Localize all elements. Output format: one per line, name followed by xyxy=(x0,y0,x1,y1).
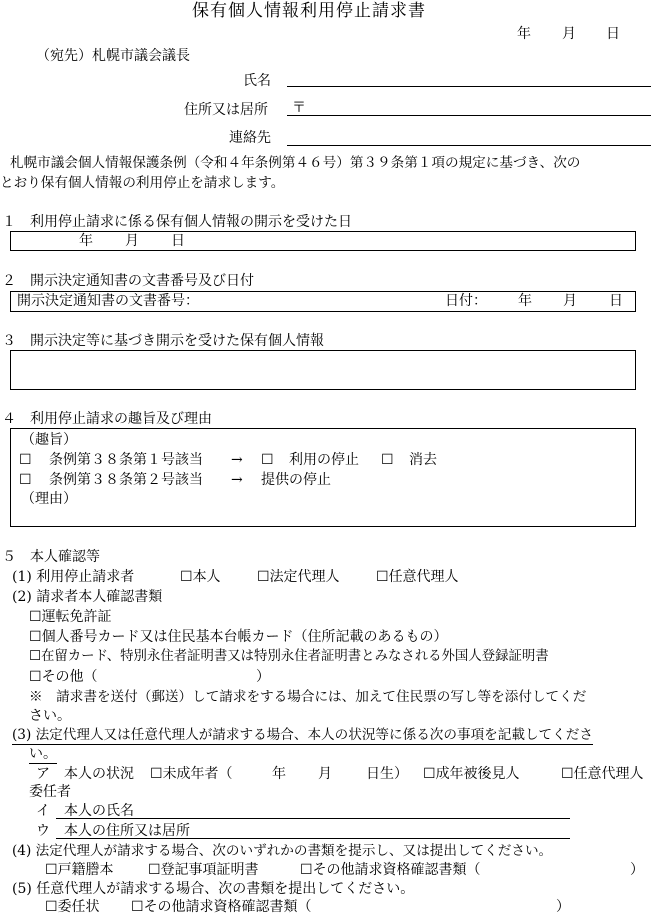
principal-name-label: イ 本人の氏名 xyxy=(36,803,134,819)
legal-agent-docs-label: (4) 法定代理人が請求する場合、次のいずれかの書類を提示し、又は提出してください。 xyxy=(12,843,553,859)
checkbox-icon: ☐ xyxy=(376,569,389,585)
checkbox-icon: ☐ xyxy=(150,766,163,782)
id-docs-label: (2) 請求者本人確認書類 xyxy=(12,589,163,605)
checkbox-icon: ☐ xyxy=(29,649,42,664)
contact-field[interactable] xyxy=(287,145,651,146)
doc-family-register[interactable]: ☐戸籍謄本 xyxy=(45,862,114,878)
section3-heading: ３ 開示決定等に基づき開示を受けた保有個人情報 xyxy=(2,333,324,349)
doc-number-label: 開示決定通知書の文書番号： xyxy=(17,293,199,309)
status-voluntary-agent-cont: 委任者 xyxy=(29,784,71,800)
section2-year: 年 xyxy=(518,293,532,309)
birth-year: 年 xyxy=(272,766,286,782)
addressee: （宛先）札幌市議会議長 xyxy=(36,48,190,64)
section4-heading: ４ 利用停止請求の趣旨及び理由 xyxy=(2,411,212,427)
rule1-arrow: → xyxy=(231,452,243,468)
stop-use-label: 利用の停止 xyxy=(289,452,359,468)
agent-section-line-1: (3) 法定代理人又は任意代理人が請求する場合、本人の状況等に係る次の事項を記載してくださ xyxy=(12,727,593,743)
requester-label: (1) 利用停止請求者 xyxy=(12,569,135,585)
section1-month: 月 xyxy=(125,233,139,249)
checkbox-icon: ☐ xyxy=(29,669,42,685)
address-field[interactable] xyxy=(287,115,651,116)
erase-checkbox[interactable]: ☐ xyxy=(381,452,394,468)
checkbox-icon: ☐ xyxy=(45,899,58,915)
status-minor[interactable]: ☐未成年者（ xyxy=(150,766,233,782)
postal-mark: 〒 xyxy=(292,100,306,116)
id-doc-mynumber[interactable]: ☐個人番号カード又は住民基本台帳カード（住所記載のあるもの） xyxy=(29,629,448,645)
intro-line-1: 札幌市議会個人情報保護条例（令和４年条例第４６号）第３９条第１項の規定に基づき、次の xyxy=(10,155,581,171)
mail-note-line-2: さい。 xyxy=(29,708,71,724)
checkbox-icon: ☐ xyxy=(45,862,58,878)
section1-date-box[interactable] xyxy=(10,231,636,251)
rule1-checkbox[interactable]: ☐ xyxy=(19,452,32,468)
section1-day: 日 xyxy=(171,233,185,249)
rule2-checkbox[interactable]: ☐ xyxy=(19,472,32,488)
checkbox-icon: ☐ xyxy=(257,569,270,585)
name-field[interactable] xyxy=(287,86,651,87)
stop-use-checkbox[interactable]: ☐ xyxy=(261,452,274,468)
section2-box[interactable] xyxy=(10,291,636,312)
birth-day: 日生） xyxy=(366,766,408,782)
name-label: 氏名 xyxy=(243,73,271,89)
doc-registry-cert[interactable]: ☐登記事項証明書 xyxy=(148,862,259,878)
checkbox-icon: ☐ xyxy=(131,899,144,915)
checkbox-icon: ☐ xyxy=(29,629,42,645)
doc-power-of-attorney[interactable]: ☐委任状 xyxy=(45,899,100,915)
principal-name-field[interactable] xyxy=(56,818,570,819)
status-voluntary-agent[interactable]: ☐任意代理人 xyxy=(561,766,644,782)
id-doc-other-close: ） xyxy=(256,669,270,685)
date-year-label: 年 xyxy=(517,26,531,42)
section3-info-box[interactable] xyxy=(10,350,636,390)
principal-address-label: ウ 本人の住所又は居所 xyxy=(36,823,190,839)
checkbox-icon: ☐ xyxy=(180,569,193,585)
rule2-label: 条例第３８条第２号該当 xyxy=(49,472,203,488)
section2-heading: ２ 開示決定通知書の文書番号及び日付 xyxy=(2,273,254,289)
status-ward[interactable]: ☐成年被後見人 xyxy=(423,766,520,782)
rule2-arrow: → xyxy=(231,472,243,488)
erase-label: 消去 xyxy=(409,452,437,468)
principal-status-label: ア 本人の状況 xyxy=(36,766,134,782)
rule1-label: 条例第３８条第１号該当 xyxy=(49,452,203,468)
doc-other-qualification-2[interactable]: ☐その他請求資格確認書類（ xyxy=(131,899,312,915)
stop-provision-label: 提供の停止 xyxy=(261,472,331,488)
section2-day: 日 xyxy=(609,293,623,309)
id-doc-other[interactable]: ☐その他（ xyxy=(29,669,98,685)
date-day-label: 日 xyxy=(606,26,620,42)
intro-line-2: とおり保有個人情報の利用停止を請求します。 xyxy=(0,175,285,191)
section1-year: 年 xyxy=(79,233,93,249)
section5-heading: ５ 本人確認等 xyxy=(2,549,100,565)
form-title: 保有個人情報利用停止請求書 xyxy=(192,1,426,21)
requester-legal-agent[interactable]: ☐法定代理人 xyxy=(257,569,340,585)
section2-date-label: 日付： xyxy=(445,293,487,309)
checkbox-icon: ☐ xyxy=(300,862,313,878)
requester-self[interactable]: ☐本人 xyxy=(180,569,221,585)
mail-note-line-1: ※ 請求書を送付（郵送）して請求をする場合には、加えて住民票の写し等を添付してくだ xyxy=(29,689,587,705)
section1-heading: １ 利用停止請求に係る保有個人情報の開示を受けた日 xyxy=(2,214,352,230)
doc-other-qualification-close: ） xyxy=(630,862,644,878)
agent-section-line-2: い。 xyxy=(29,746,57,762)
voluntary-agent-docs-label: (5) 任意代理人が請求する場合、次の書類を提出してください。 xyxy=(12,881,415,897)
section4-box xyxy=(10,428,636,527)
id-doc-residence-card[interactable]: ☐在留カード、特別永住者証明書又は特別永住者証明書とみなされる外国人登録証明書 xyxy=(29,649,549,664)
id-doc-license[interactable]: ☐運転免許証 xyxy=(29,609,112,625)
address-label: 住所又は居所 xyxy=(184,102,268,118)
checkbox-icon: ☐ xyxy=(561,766,574,782)
section2-month: 月 xyxy=(563,293,577,309)
reason-label: （理由） xyxy=(21,491,77,507)
principal-address-field[interactable] xyxy=(56,838,570,839)
doc-other-qualification-2-close: ） xyxy=(556,899,570,915)
checkbox-icon: ☐ xyxy=(29,609,42,625)
contact-label: 連絡先 xyxy=(229,130,271,146)
birth-month: 月 xyxy=(318,766,332,782)
checkbox-icon: ☐ xyxy=(423,766,436,782)
checkbox-icon: ☐ xyxy=(148,862,161,878)
purpose-label: （趣旨） xyxy=(21,432,77,448)
doc-other-qualification[interactable]: ☐その他請求資格確認書類（ xyxy=(300,862,481,878)
date-month-label: 月 xyxy=(562,26,576,42)
requester-voluntary-agent[interactable]: ☐任意代理人 xyxy=(376,569,459,585)
